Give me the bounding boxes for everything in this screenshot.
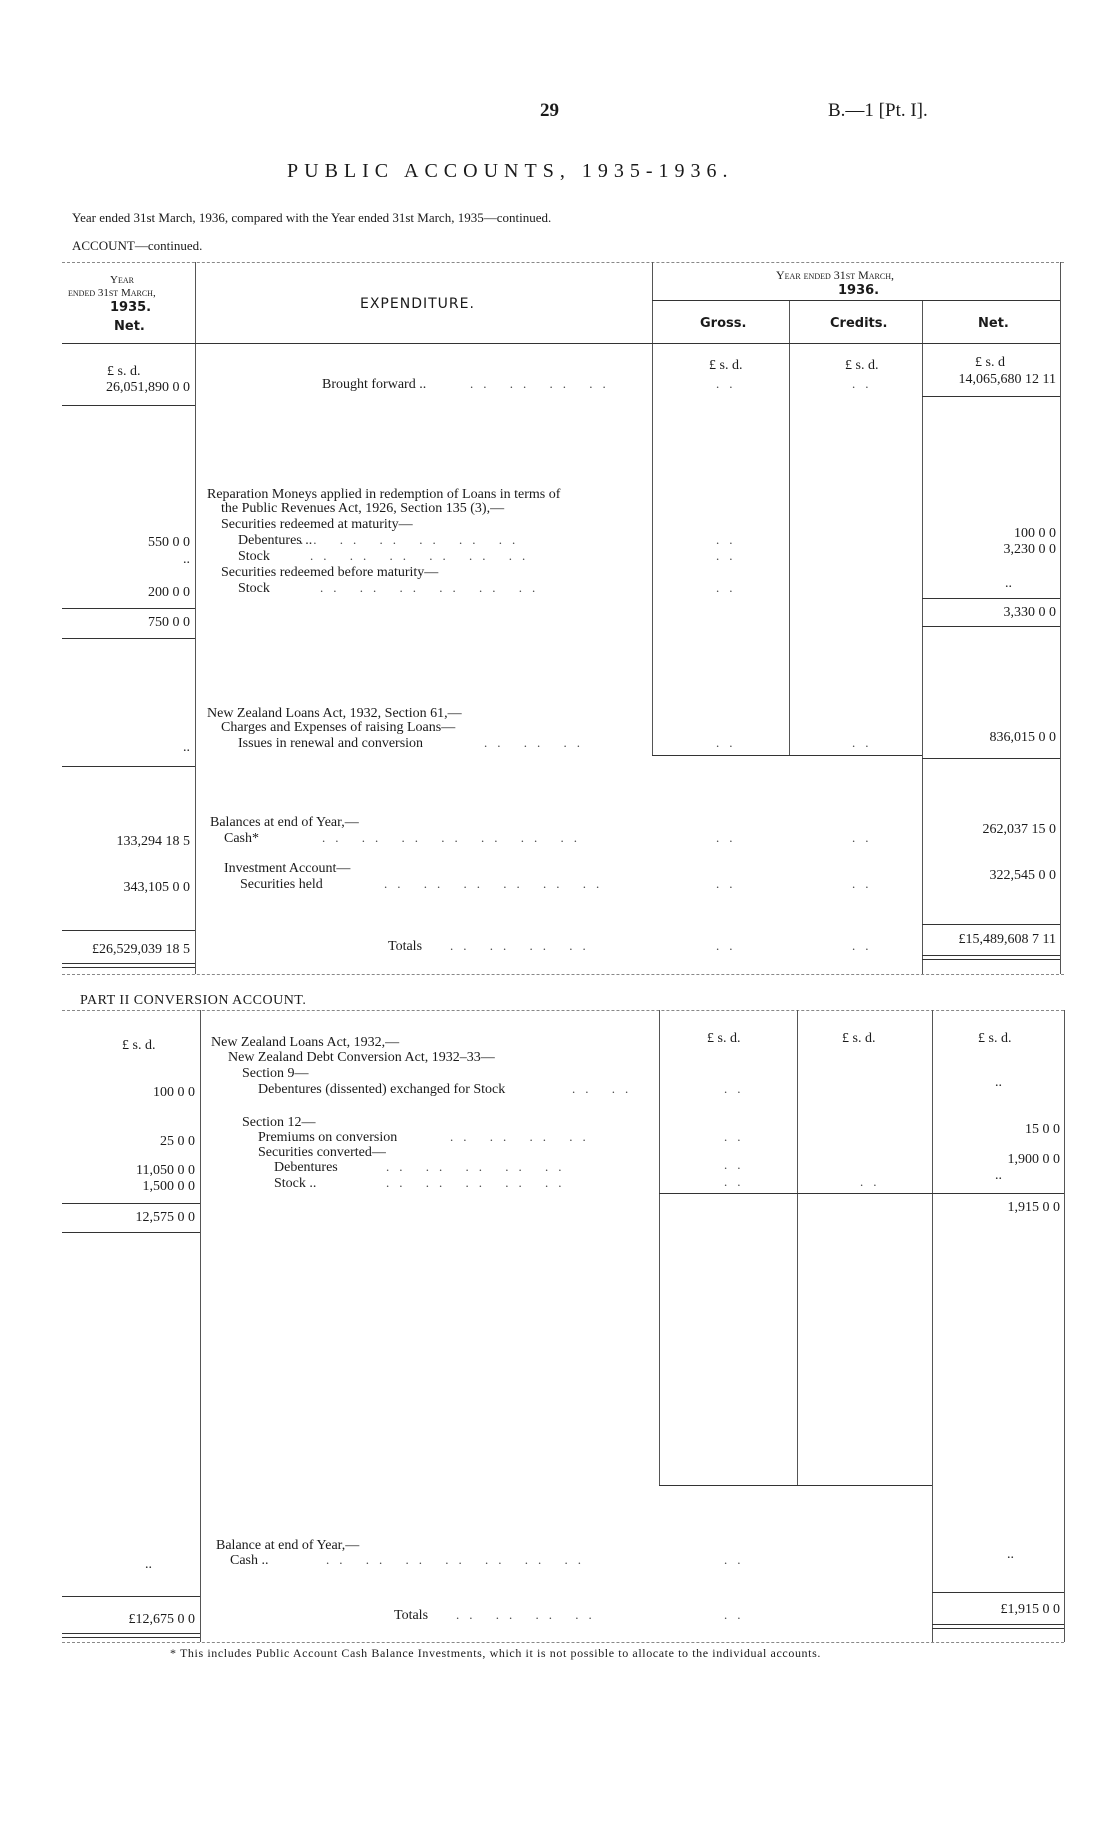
stock-gross: .. bbox=[716, 548, 743, 563]
issues-net: 836,015 0 0 bbox=[989, 730, 1056, 745]
stock2-prev: 200 0 0 bbox=[148, 585, 190, 600]
part2-stock-credits: .. bbox=[860, 1174, 887, 1189]
part2-col-gross bbox=[659, 1010, 660, 1485]
totals-leader: .. .. .. .. bbox=[450, 938, 596, 953]
stock2-net: .. bbox=[1005, 576, 1012, 591]
part2-debentures-gross: .. bbox=[724, 1157, 751, 1172]
cash-leader: .. .. .. .. .. .. .. bbox=[322, 830, 587, 845]
part2-cash-label: Cash .. bbox=[230, 1553, 269, 1568]
part2-stock-leader: .. .. .. .. .. bbox=[386, 1175, 572, 1190]
part2-premiums-gross: .. bbox=[724, 1129, 751, 1144]
part2-nzloans-heading: New Zealand Loans Act, 1932,— bbox=[211, 1035, 400, 1050]
part2-dissented-label: Debentures (dissented) exchanged for Stock bbox=[258, 1082, 506, 1097]
table-top-rule bbox=[62, 262, 1064, 263]
securities-held-label: Securities held bbox=[240, 877, 323, 892]
totals-double-rule-net bbox=[922, 955, 1060, 960]
header-year1935-net: Net. bbox=[114, 319, 145, 334]
issues-credits: .. bbox=[852, 735, 879, 750]
reparation-heading-l2: the Public Revenues Act, 1926, Section 135 (3),— bbox=[221, 501, 505, 516]
totals-double-rule-left bbox=[62, 963, 195, 968]
part2-dissented-net: .. bbox=[995, 1075, 1002, 1090]
header-bottom-rule bbox=[62, 343, 1060, 344]
stock-net: 3,230 0 0 bbox=[1003, 542, 1056, 557]
issues-label: Issues in renewal and conversion bbox=[238, 736, 424, 751]
header-year1935-l1: Year bbox=[110, 274, 134, 286]
debentures-prev: 550 0 0 bbox=[148, 535, 190, 550]
securities-held-net: 322,545 0 0 bbox=[989, 868, 1056, 883]
part2-totals-gross: .. bbox=[724, 1607, 751, 1622]
part2-section12-label: Section 12— bbox=[242, 1115, 316, 1130]
header-net: Net. bbox=[978, 316, 1009, 331]
part2-units-credits: £ s. d. bbox=[842, 1031, 876, 1046]
part2-totals-prev: £12,675 0 0 bbox=[128, 1612, 195, 1627]
totals-prev: £26,529,039 18 5 bbox=[92, 942, 190, 957]
stock-leader: .. .. .. .. .. .. bbox=[310, 548, 536, 563]
stock-prev: .. bbox=[183, 552, 190, 567]
part2-totals-leader: .. .. .. .. bbox=[456, 1607, 602, 1622]
part2-subtotal-net: 1,915 0 0 bbox=[1007, 1200, 1060, 1215]
part2-cash-gross: .. bbox=[724, 1552, 751, 1567]
part2-col-right bbox=[1064, 1010, 1065, 1642]
part2-subtotal-rule-main bbox=[659, 1193, 1064, 1194]
part2-subtotal-rule-left-bottom bbox=[62, 1232, 200, 1233]
securities-held-gross: .. bbox=[716, 876, 743, 891]
brought-forward-label: Brought forward .. bbox=[322, 377, 427, 392]
col-divider-left bbox=[195, 262, 196, 974]
stock2-gross: .. bbox=[716, 580, 743, 595]
col-divider-gross-inner bbox=[789, 300, 790, 755]
part2-debentures-leader: .. .. .. .. .. bbox=[386, 1159, 572, 1174]
part2-premiums-prev: 25 0 0 bbox=[160, 1134, 195, 1149]
part2-stock-label: Stock .. bbox=[274, 1176, 317, 1191]
page-title: PUBLIC ACCOUNTS, 1935-1936. bbox=[287, 160, 734, 182]
part2-col-left bbox=[200, 1010, 201, 1642]
part2-units-gross: £ s. d. bbox=[707, 1031, 741, 1046]
part2-debentures-label: Debentures bbox=[274, 1160, 338, 1175]
part2-premiums-label: Premiums on conversion bbox=[258, 1130, 398, 1145]
part2-balance-heading: Balance at end of Year,— bbox=[216, 1538, 360, 1553]
part2-cash-prev: .. bbox=[145, 1557, 152, 1572]
header-year1936-l1: Year ended 31st March, bbox=[776, 268, 895, 282]
part2-dissented-prev: 100 0 0 bbox=[153, 1085, 195, 1100]
part2-bottom-rule bbox=[62, 1642, 1064, 1643]
totals-gross: .. bbox=[716, 938, 743, 953]
totals-label: Totals bbox=[388, 939, 423, 954]
part2-dissented-leader: .. .. bbox=[572, 1081, 639, 1096]
header-year1935-l3: 1935. bbox=[110, 300, 152, 315]
part2-debentures-prev: 11,050 0 0 bbox=[136, 1163, 195, 1178]
part2-cash-leader: .. .. .. .. .. .. .. bbox=[326, 1552, 591, 1567]
issues-prev: .. bbox=[183, 740, 190, 755]
totals-credits: .. bbox=[852, 938, 879, 953]
issues-leader: .. .. .. bbox=[484, 735, 590, 750]
issues-rule-net bbox=[922, 758, 1060, 759]
part2-cash-net: .. bbox=[1007, 1547, 1014, 1562]
issues-rule bbox=[652, 755, 922, 756]
part2-totals-double-rule-net bbox=[932, 1624, 1064, 1629]
units-prev: £ s. d. bbox=[107, 364, 141, 379]
part2-totals-double-rule-left bbox=[62, 1633, 200, 1638]
brought-forward-net: 14,065,680 12 11 bbox=[958, 372, 1056, 387]
header-credits: Credits. bbox=[830, 316, 888, 331]
footnote: * This includes Public Account Cash Balance Investments, which it is not possible to allocate to the individual accounts. bbox=[170, 1646, 821, 1660]
part2-totals-label: Totals bbox=[394, 1608, 429, 1623]
header-year1935-l2: ended 31st March, bbox=[68, 287, 156, 299]
stock-label: Stock bbox=[238, 549, 270, 564]
part2-top-rule bbox=[62, 1010, 1064, 1011]
units-gross: £ s. d. bbox=[709, 358, 743, 373]
part2-debentures-net: 1,900 0 0 bbox=[1007, 1152, 1060, 1167]
part2-stock-gross: .. bbox=[724, 1174, 751, 1189]
cash-gross: .. bbox=[716, 830, 743, 845]
header-year1936-l2: 1936. bbox=[838, 283, 880, 298]
header-mid-rule bbox=[652, 300, 1060, 301]
brought-forward-prev: 26,051,890 0 0 bbox=[106, 380, 190, 395]
part2-nzdebt-heading: New Zealand Debt Conversion Act, 1932–33— bbox=[228, 1050, 495, 1065]
header-expenditure: EXPENDITURE. bbox=[360, 296, 475, 312]
part2-premiums-leader: .. .. .. .. bbox=[450, 1129, 596, 1144]
units-net: £ s. d bbox=[975, 355, 1005, 370]
part2-stock-net: .. bbox=[995, 1168, 1002, 1183]
part2-subtotal-prev: 12,575 0 0 bbox=[135, 1210, 195, 1225]
stock2-leader: .. .. .. .. .. .. bbox=[320, 580, 546, 595]
brought-forward-credits: .. bbox=[852, 376, 879, 391]
section-label: ACCOUNT—continued. bbox=[72, 238, 203, 253]
debentures-leader: .. .. .. .. .. .. bbox=[300, 532, 526, 547]
part2-converted-label: Securities converted— bbox=[258, 1145, 386, 1160]
issues-gross: .. bbox=[716, 735, 743, 750]
col-divider-right bbox=[1060, 262, 1061, 974]
subtotal-rule-net bbox=[922, 598, 1060, 599]
securities-held-credits: .. bbox=[852, 876, 879, 891]
part2-totals-rule-left-top bbox=[62, 1596, 200, 1597]
balances-heading: Balances at end of Year,— bbox=[210, 815, 359, 830]
brought-forward-rule-net bbox=[922, 396, 1060, 397]
part2-section9-label: Section 9— bbox=[242, 1066, 309, 1081]
part2-units-prev: £ s. d. bbox=[122, 1038, 156, 1053]
debentures-net: 100 0 0 bbox=[1014, 526, 1056, 541]
debentures-gross: .. bbox=[716, 532, 743, 547]
part2-columns-bottom-rule bbox=[659, 1485, 932, 1486]
part2-premiums-net: 15 0 0 bbox=[1025, 1122, 1060, 1137]
securities-held-prev: 343,105 0 0 bbox=[123, 880, 190, 895]
totals-rule-net-top bbox=[922, 924, 1060, 925]
debentures-label: Debentures .. bbox=[238, 533, 313, 548]
investment-account-label: Investment Account— bbox=[224, 861, 351, 876]
part2-totals-rule-net-top bbox=[932, 1592, 1064, 1593]
subtotal-rule-left bbox=[62, 608, 195, 609]
part2-dissented-gross: .. bbox=[724, 1081, 751, 1096]
securities-before-label: Securities redeemed before maturity— bbox=[221, 565, 439, 580]
part2-subtotal-rule-left bbox=[62, 1203, 200, 1204]
brought-forward-gross: .. bbox=[716, 376, 743, 391]
issues-rule-left bbox=[62, 766, 195, 767]
part2-col-credits bbox=[797, 1010, 798, 1485]
subtotal-net: 3,330 0 0 bbox=[1003, 605, 1056, 620]
reparation-heading-l1: Reparation Moneys applied in redemption of Loans in terms of bbox=[207, 487, 561, 502]
subtotal-rule-left-bottom bbox=[62, 638, 195, 639]
cash-net: 262,037 15 0 bbox=[982, 822, 1056, 837]
col-divider-gross bbox=[652, 262, 653, 755]
part2-stock-prev: 1,500 0 0 bbox=[142, 1179, 195, 1194]
nzloans-heading-l2: Charges and Expenses of raising Loans— bbox=[221, 720, 456, 735]
units-credits: £ s. d. bbox=[845, 358, 879, 373]
cash-credits: .. bbox=[852, 830, 879, 845]
page-number: 29 bbox=[540, 100, 559, 121]
securities-maturity-label: Securities redeemed at maturity— bbox=[221, 517, 413, 532]
cash-prev: 133,294 18 5 bbox=[116, 834, 190, 849]
stock2-label: Stock bbox=[238, 581, 270, 596]
subtotal-rule-net-bottom bbox=[922, 626, 1060, 627]
header-gross: Gross. bbox=[700, 316, 747, 331]
brought-forward-rule-left bbox=[62, 405, 195, 406]
part2-units-net: £ s. d. bbox=[978, 1031, 1012, 1046]
subtitle: Year ended 31st March, 1936, compared with the Year ended 31st March, 1935—continued. bbox=[72, 210, 552, 225]
securities-held-leader: .. .. .. .. .. .. bbox=[384, 876, 610, 891]
totals-net: £15,489,608 7 11 bbox=[958, 932, 1056, 947]
totals-rule-left-top bbox=[62, 930, 195, 931]
nzloans-heading-l1: New Zealand Loans Act, 1932, Section 61,— bbox=[207, 706, 462, 721]
part1-bottom-rule bbox=[62, 974, 1064, 975]
document-reference: B.—1 [Pt. I]. bbox=[828, 100, 928, 121]
part2-heading: PART II CONVERSION ACCOUNT. bbox=[80, 993, 307, 1008]
brought-forward-leader: .. .. .. .. bbox=[470, 376, 616, 391]
subtotal-prev: 750 0 0 bbox=[148, 615, 190, 630]
part2-totals-net: £1,915 0 0 bbox=[1000, 1602, 1060, 1617]
cash-label: Cash* bbox=[224, 831, 259, 846]
